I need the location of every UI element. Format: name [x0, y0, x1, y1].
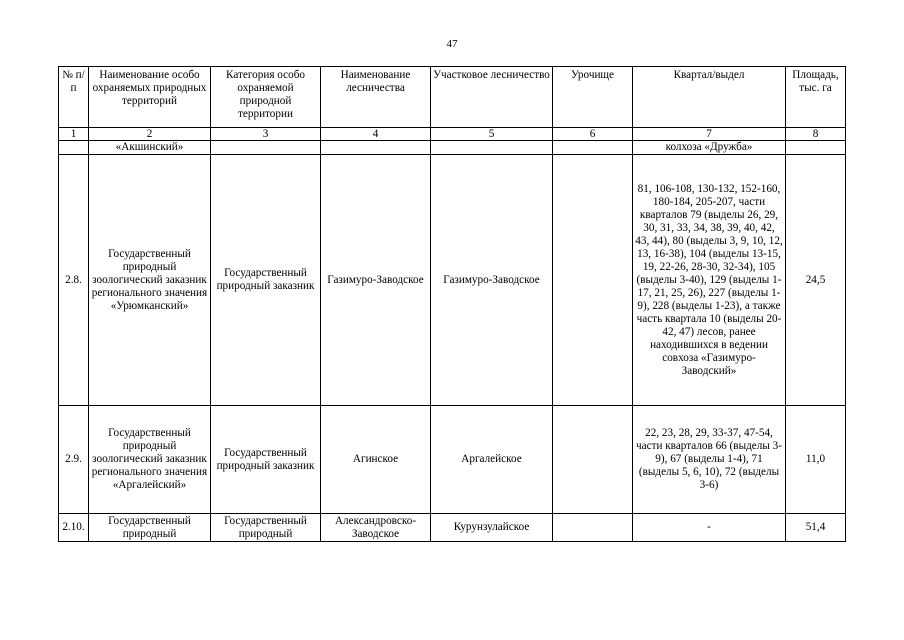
column-number-row [59, 128, 846, 141]
column-number: 5 [431, 128, 553, 141]
quarter-allotment: 22, 23, 28, 29, 33-37, 47-54, части кварталов 66 (выделы 3-9), 67 (выделы 1-4), 71 (выделы 5, 6, 10), 72 (выделы 3-6) [633, 406, 786, 514]
district-forestry: Аргалейское [431, 406, 553, 514]
district-forestry: Курунзулайское [431, 514, 553, 542]
row-number: 2.9. [59, 406, 89, 514]
area-category: Государственный природный заказник [211, 155, 321, 406]
tract [553, 155, 633, 406]
header-tract: Урочище [553, 67, 633, 128]
column-number: 6 [553, 128, 633, 141]
row-number: 2.10. [59, 514, 89, 542]
area-name: Государственный природный [89, 514, 211, 542]
area-name: Государственный природный зоологический заказник регионального значения «Урюмканский» [89, 155, 211, 406]
table-row [59, 155, 846, 406]
quarter-allotment: 81, 106-108, 130-132, 152-160, 180-184, 205-207, части кварталов 79 (выделы 26, 29, 30, 31, 33, 34, 38, 39, 40, 42, 43, 44), 80 (выделы 3, 9, 10, 12, 13, 16-38), 104 (выделы 13-15, 19, 22-26, 28-30, 32-34), 105 (выделы 3-40), 129 (выделы 1-17, 21, 25, 26), 227 (выделы 1-9), 228 (выделы 1-23), а также часть квартала 10 (выделы 20-42, 47) лесов, ранее находившихся в ведении совхоза «Газимуро-Заводский» [633, 155, 786, 406]
tract [553, 406, 633, 514]
quarter-allotment: - [633, 514, 786, 542]
tract [553, 514, 633, 542]
column-number: 3 [211, 128, 321, 141]
area-size: 51,4 [786, 514, 846, 542]
header-category: Категория особо охраняемой природной территории [211, 67, 321, 128]
area-category: Государственный природный заказник [211, 406, 321, 514]
continuation-quarter: колхоза «Дружба» [633, 141, 786, 155]
row-number: 2.8. [59, 155, 89, 406]
table-row [59, 514, 846, 542]
column-number: 8 [786, 128, 846, 141]
header-area: Площадь, тыс. га [786, 67, 846, 128]
protected-areas-table [58, 66, 846, 542]
forestry-name: Агинское [321, 406, 431, 514]
header-district: Участковое лесничество [431, 67, 553, 128]
column-number: 1 [59, 128, 89, 141]
column-number: 4 [321, 128, 431, 141]
area-size: 24,5 [786, 155, 846, 406]
header-forestry: Наименование лесничества [321, 67, 431, 128]
continuation-name: «Акшинский» [89, 141, 211, 155]
forestry-name: Газимуро-Заводское [321, 155, 431, 406]
header-quarter: Квартал/выдел [633, 67, 786, 128]
column-number: 7 [633, 128, 786, 141]
table-row [59, 406, 846, 514]
area-category: Государственный природный [211, 514, 321, 542]
area-size: 11,0 [786, 406, 846, 514]
page-number: 47 [446, 38, 458, 50]
header-name: Наименование особо охраняемых природных территорий [89, 67, 211, 128]
district-forestry: Газимуро-Заводское [431, 155, 553, 406]
continuation-row [59, 141, 846, 155]
table-header-row [59, 67, 846, 128]
forestry-name: Александровско-Заводское [321, 514, 431, 542]
header-number: № п/п [59, 67, 89, 128]
column-number: 2 [89, 128, 211, 141]
area-name: Государственный природный зоологический заказник регионального значения «Аргалейский» [89, 406, 211, 514]
